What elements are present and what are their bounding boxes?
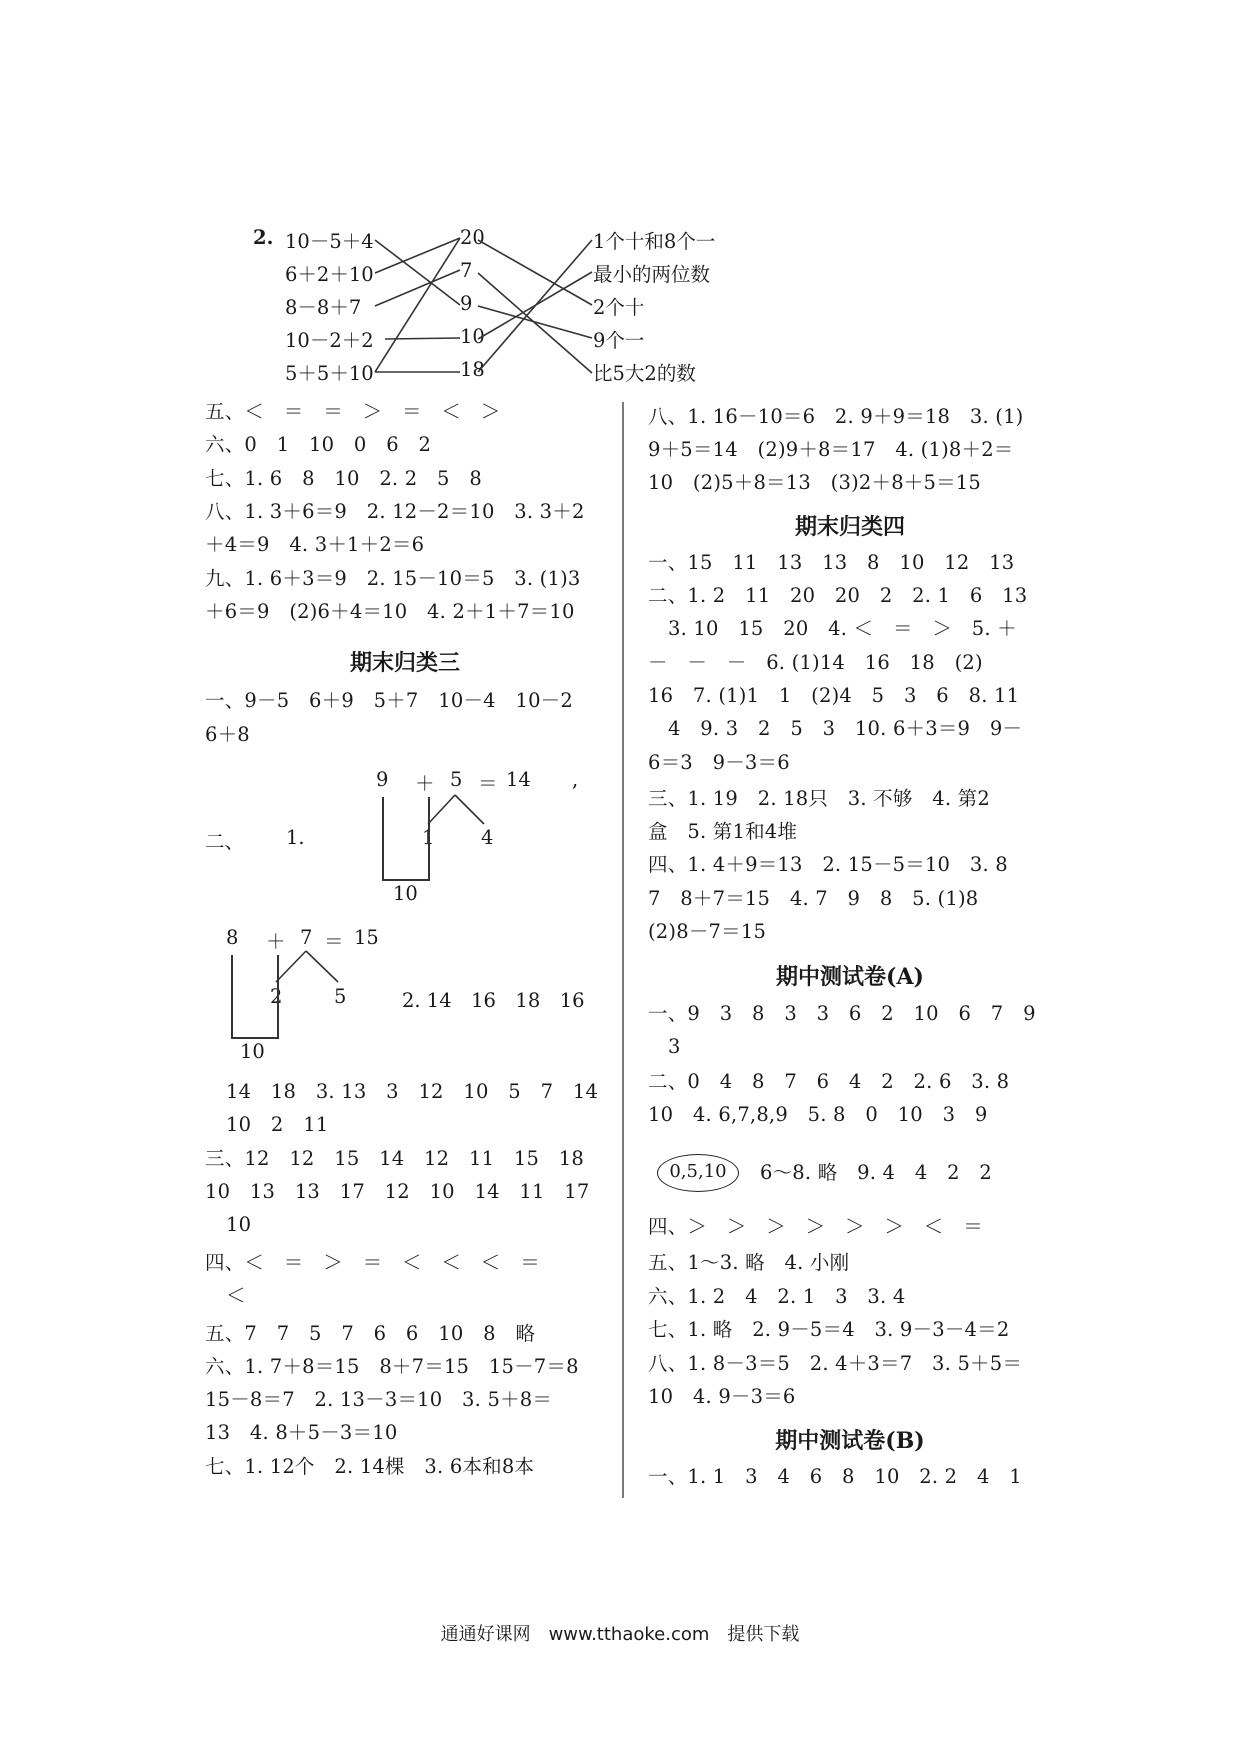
question-number: 1. [286, 826, 305, 849]
answer-line: (2)8－7＝15 [648, 920, 767, 943]
match-right-4: 9个一 [593, 329, 645, 352]
ten-label: 10 [240, 1040, 265, 1063]
operator: ＋ [415, 772, 435, 795]
answer-line: 四、1. 4＋9＝13 2. 15－5＝10 3. 8 [648, 853, 1008, 876]
answer-line: 14 18 3. 13 3 12 10 5 7 14 [226, 1080, 599, 1103]
answer-line: 五、1～3. 略 4. 小刚 [648, 1251, 850, 1274]
answer-line: － － － 6. (1)14 16 18 (2) [648, 651, 983, 674]
answer-line: 一、15 11 13 13 8 10 12 13 [648, 551, 1015, 574]
answer-line: 3 [668, 1035, 681, 1058]
ten-bracket [231, 955, 279, 1039]
match-right-3: 2个十 [593, 296, 645, 319]
answer-line: 4 9. 3 2 5 3 10. 6＋3＝9 9－ [668, 717, 1023, 740]
section-heading: 期末归类四 [794, 514, 905, 540]
answer-line: 八、1. 16－10＝6 2. 9＋9＝18 3. (1) [648, 405, 1024, 428]
match-left-1: 10－5＋4 [285, 230, 374, 253]
answer-line: 6～8. 略 9. 4 4 2 2 [760, 1161, 993, 1184]
answer-line: 盒 5. 第1和4堆 [648, 820, 798, 843]
answer-line: 一、9 3 8 3 3 6 2 10 6 7 9 [648, 1002, 1036, 1025]
answer-line: 八、1. 8－3＝5 2. 4＋3＝7 3. 5＋5＝ [648, 1352, 1023, 1375]
answer-line: ＋4＝9 4. 3＋1＋2＝6 [205, 533, 425, 556]
equals: ＝ [478, 772, 498, 795]
match-right-5: 比5大2的数 [593, 362, 696, 385]
match-left-5: 5＋5＋10 [285, 362, 374, 385]
sum: 15 [354, 926, 379, 949]
answer-line: 16 7. (1)1 1 (2)4 5 3 6 8. 11 [648, 684, 1020, 707]
answer-line: 6＋8 [205, 723, 250, 746]
answer-line: 10 13 13 17 12 10 14 11 17 [205, 1180, 590, 1203]
circled-answer: 0,5,10 [657, 1154, 739, 1192]
answer-line: ＜ [226, 1284, 246, 1307]
answer-line: 六、0 1 10 0 6 2 [205, 433, 432, 456]
answer-line: 三、1. 19 2. 18只 3. 不够 4. 第2 [648, 787, 990, 810]
addend: 9 [376, 768, 389, 791]
answer-line: 九、1. 6＋3＝9 2. 15－10＝5 3. (1)3 [205, 567, 581, 590]
match-left-3: 8－8＋7 [285, 296, 362, 319]
match-left-4: 10－2＋2 [285, 329, 374, 352]
answer-line: 2. 14 16 18 16 [402, 989, 585, 1012]
answer-line: 7 8＋7＝15 4. 7 9 8 5. (1)8 [648, 887, 979, 910]
addend: 7 [300, 926, 313, 949]
answer-line: 四、＞ ＞ ＞ ＞ ＞ ＞ ＜ ＝ [648, 1215, 983, 1238]
answer-line: 七、1. 略 2. 9－5＝4 3. 9－3－4＝2 [648, 1318, 1010, 1341]
answer-line: 10 [226, 1213, 252, 1236]
answer-line: 八、1. 3＋6＝9 2. 12－2＝10 3. 3＋2 [205, 500, 585, 523]
stray-mark: , [572, 768, 579, 791]
answer-line: 6＝3 9－3＝6 [648, 751, 790, 774]
answer-line: 六、1. 2 4 2. 1 3 3. 4 [648, 1285, 906, 1308]
question-label: 二、 [205, 830, 245, 853]
addend: 8 [226, 926, 239, 949]
addend: 5 [450, 768, 463, 791]
answer-line: 二、1. 2 11 20 20 2 2. 1 6 13 [648, 584, 1028, 607]
match-mid-3: 9 [460, 292, 473, 315]
match-right-2: 最小的两位数 [593, 263, 711, 286]
split-part: 1 [422, 826, 435, 849]
match-left-2: 6＋2＋10 [285, 263, 374, 286]
section-heading: 期中测试卷(A) [776, 964, 924, 990]
match-mid-5: 18 [460, 358, 485, 381]
answer-line: 一、9－5 6＋9 5＋7 10－4 10－2 [205, 689, 573, 712]
answer-line: 13 4. 8＋5－3＝10 [205, 1421, 398, 1444]
answer-line: 五、＜ ＝ ＝ ＞ ＝ ＜ ＞ [205, 400, 501, 423]
match-right-1: 1个十和8个一 [593, 230, 716, 253]
answer-line: 七、1. 12个 2. 14棵 3. 6本和8本 [205, 1455, 535, 1478]
sum: 14 [506, 768, 531, 791]
page-footer: 通通好课网 www.tthaoke.com 提供下载 [440, 1624, 800, 1645]
answer-line: 9＋5＝14 (2)9＋8＝17 4. (1)8＋2＝ [648, 438, 1014, 461]
answer-line: 10 4. 6,7,8,9 5. 8 0 10 3 9 [648, 1103, 988, 1126]
answer-line: 10 2 11 [226, 1113, 329, 1136]
match-mid-2: 7 [460, 259, 473, 282]
answer-line: 七、1. 6 8 10 2. 2 5 8 [205, 467, 482, 490]
section-heading: 期中测试卷(B) [775, 1428, 925, 1454]
match-mid-1: 20 [460, 226, 485, 249]
equals: ＝ [324, 930, 344, 953]
answer-line: 10 4. 9－3＝6 [648, 1385, 796, 1408]
split-part: 4 [481, 826, 494, 849]
answer-line: 一、1. 1 3 4 6 8 10 2. 2 4 1 [648, 1465, 1022, 1488]
operator: ＋ [266, 930, 286, 953]
split-part: 5 [334, 985, 347, 1008]
ten-label: 10 [393, 882, 418, 905]
matching-number: 2. [253, 226, 274, 249]
answer-line: ＋6＝9 (2)6＋4＝10 4. 2＋1＋7＝10 [205, 600, 575, 623]
answer-line: 二、0 4 8 7 6 4 2 2. 6 3. 8 [648, 1070, 1010, 1093]
section-heading: 期末归类三 [349, 650, 460, 676]
answer-line: 四、＜ ＝ ＞ ＝ ＜ ＜ ＜ ＝ [205, 1251, 540, 1274]
answer-line: 10 (2)5＋8＝13 (3)2＋8＋5＝15 [648, 471, 982, 494]
answer-line: 六、1. 7＋8＝15 8＋7＝15 15－7＝8 [205, 1355, 579, 1378]
answer-line: 三、12 12 15 14 12 11 15 18 [205, 1147, 585, 1170]
answer-line: 五、7 7 5 7 6 6 10 8 略 [205, 1322, 536, 1345]
match-mid-4: 10 [460, 325, 485, 348]
split-part: 2 [270, 985, 283, 1008]
answer-line: 3. 10 15 20 4. ＜ ＝ ＞ 5. ＋ [668, 617, 1017, 640]
answer-line: 15－8＝7 2. 13－3＝10 3. 5＋8＝ [205, 1388, 553, 1411]
